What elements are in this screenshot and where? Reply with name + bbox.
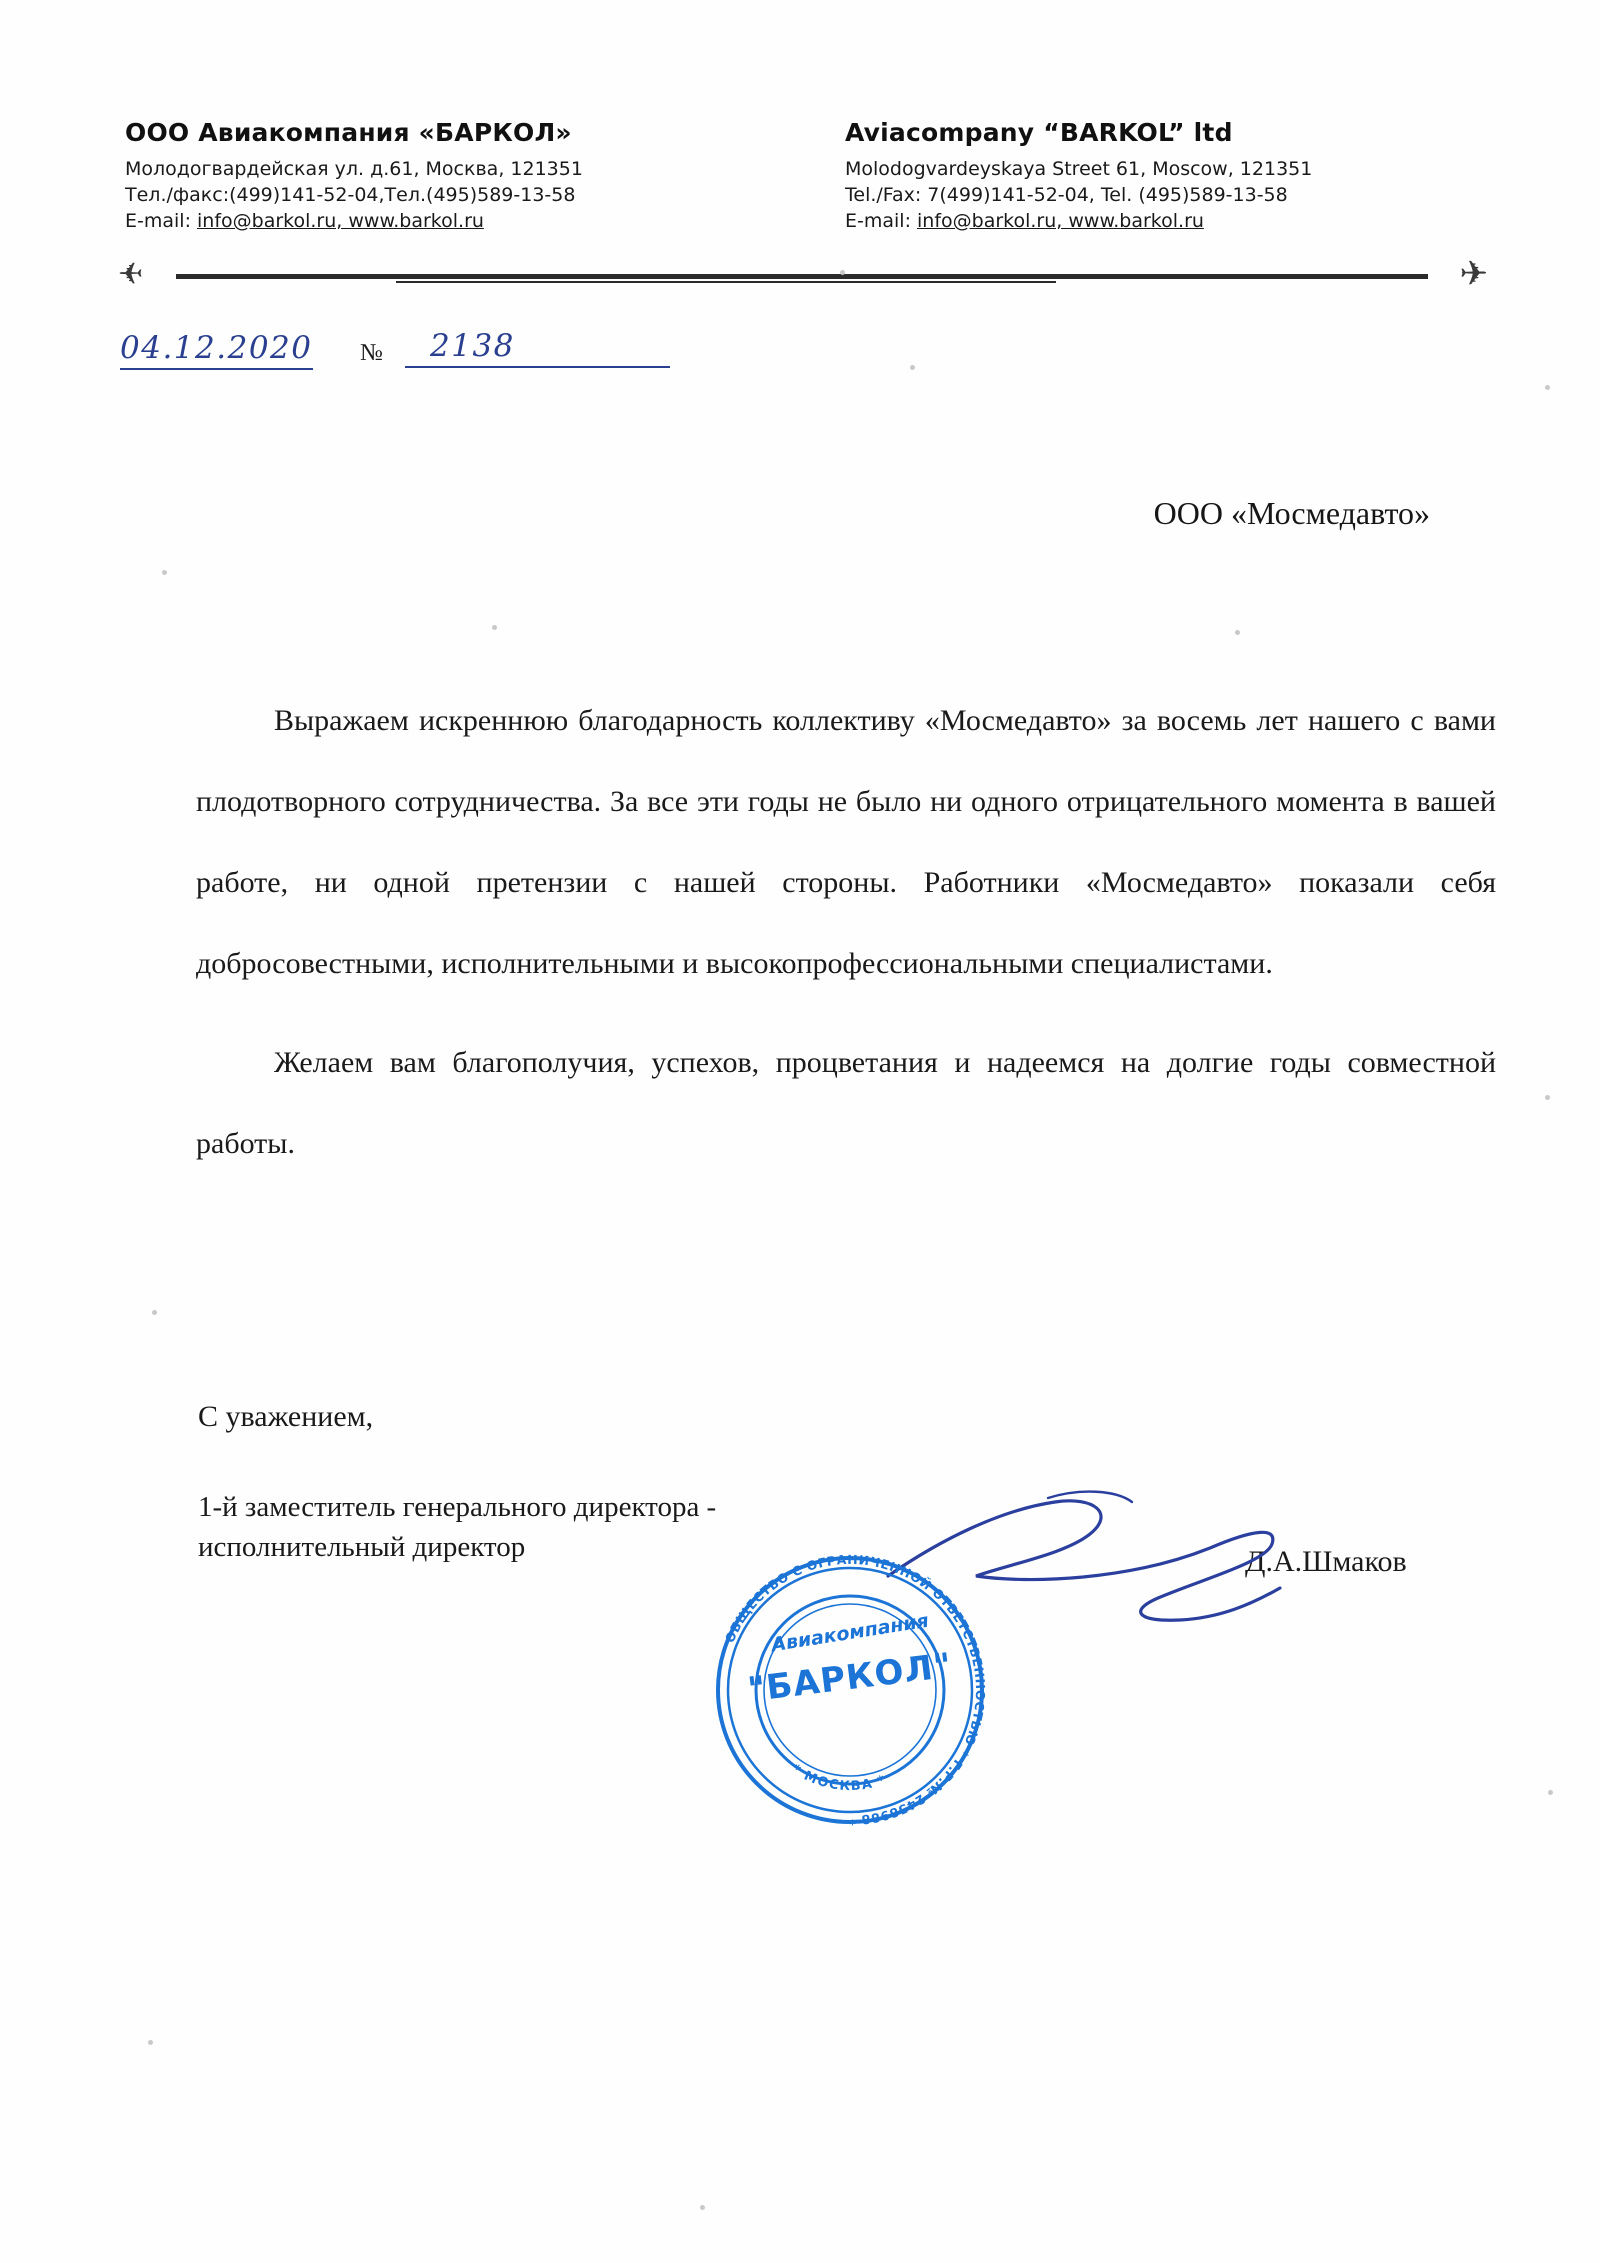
company-email-ru[interactable]: info@barkol.ru, www.barkol.ru bbox=[197, 210, 484, 232]
company-name-ru: ООО Авиакомпания «БАРКОЛ» bbox=[125, 118, 572, 147]
body-paragraph-2: Желаем вам благополучия, успехов, процветания и надеемся на долгие годы совместной работы. bbox=[196, 1046, 1496, 1160]
plane-icon-right: ✈ bbox=[1459, 256, 1488, 293]
company-phone-en: Tel./Fax: 7(499)141-52-04, Tel. (495)589-13-58 bbox=[845, 184, 1288, 206]
scan-speck bbox=[152, 1310, 157, 1315]
scan-speck bbox=[492, 625, 497, 630]
divider-line bbox=[176, 274, 1428, 279]
scan-speck bbox=[910, 365, 915, 370]
document-number: 2138 bbox=[405, 328, 670, 368]
svg-text:* МОСКВА *: * МОСКВА * bbox=[788, 1761, 889, 1795]
email-label-ru: E-mail: bbox=[125, 210, 198, 232]
letterhead-english bbox=[815, 118, 1485, 234]
svg-text:ОБЩЕСТВО С ОГРАНИЧЕННОЙ ОТВЕТС: ОБЩЕСТВО С ОГРАНИЧЕННОЙ ОТВЕТСТВЕННОСТЬЮ * Г.Р.№ 2458988 * bbox=[721, 1551, 989, 1829]
scan-speck bbox=[1545, 1095, 1550, 1100]
scan-speck bbox=[148, 2040, 153, 2045]
signer-name: Д.А.Шмаков bbox=[1245, 1545, 1407, 1578]
document-date: 04.12.2020 bbox=[120, 330, 313, 370]
scan-speck bbox=[840, 270, 845, 275]
document-reference bbox=[120, 330, 720, 390]
company-email-en-row bbox=[845, 208, 1485, 234]
email-label-en: E-mail: bbox=[845, 210, 918, 232]
stamp-brand-main: "БАРКОЛ" bbox=[745, 1645, 955, 1711]
scan-speck bbox=[1548, 1790, 1553, 1795]
letterhead bbox=[125, 118, 1485, 234]
document-number-label: № bbox=[360, 340, 383, 366]
plane-icon-left: ✈ bbox=[118, 258, 144, 291]
body-paragraph-1: Выражаем искреннюю благодарность коллективу «Мосмедавто» за восемь лет нашего с вами плодотворного сотрудничества. За все эти годы не было ни одного отрицательного момента в вашей работе, ни одной претензии с нашей стороны. Работники «Мосмедавто» показали себя добросовестными, исполнительными и высокопрофессиональными специалистами. bbox=[196, 704, 1496, 980]
letterhead-russian bbox=[125, 118, 765, 234]
closing-salutation: С уважением, bbox=[198, 1400, 374, 1433]
company-address-en: Molodogvardeyskaya Street 61, Moscow, 121351 bbox=[845, 158, 1313, 180]
company-stamp bbox=[700, 1540, 1000, 1840]
company-email-ru-row bbox=[125, 208, 765, 234]
company-name-en: Aviacompany “BARKOL” ltd bbox=[845, 118, 1233, 147]
scan-speck bbox=[162, 570, 167, 575]
scan-speck bbox=[700, 2205, 705, 2210]
signer-title-line-2: исполнительный директор bbox=[198, 1531, 526, 1563]
signer-title bbox=[198, 1487, 716, 1567]
letter-body bbox=[196, 680, 1496, 1202]
stamp-brand-small: Авиакомпания bbox=[769, 1609, 931, 1657]
company-phone-ru: Тел./факс:(499)141-52-04,Тел.(495)589-13-58 bbox=[125, 184, 576, 206]
signer-title-line-1: 1-й заместитель генерального директора - bbox=[198, 1491, 717, 1523]
header-divider bbox=[118, 258, 1488, 298]
addressee: ООО «Мосмедавто» bbox=[1153, 495, 1430, 531]
company-email-en[interactable]: info@barkol.ru, www.barkol.ru bbox=[917, 210, 1204, 232]
scan-speck bbox=[1545, 385, 1550, 390]
scan-speck bbox=[1235, 630, 1240, 635]
company-address-ru: Молодогвардейская ул. д.61, Москва, 121351 bbox=[125, 158, 583, 180]
